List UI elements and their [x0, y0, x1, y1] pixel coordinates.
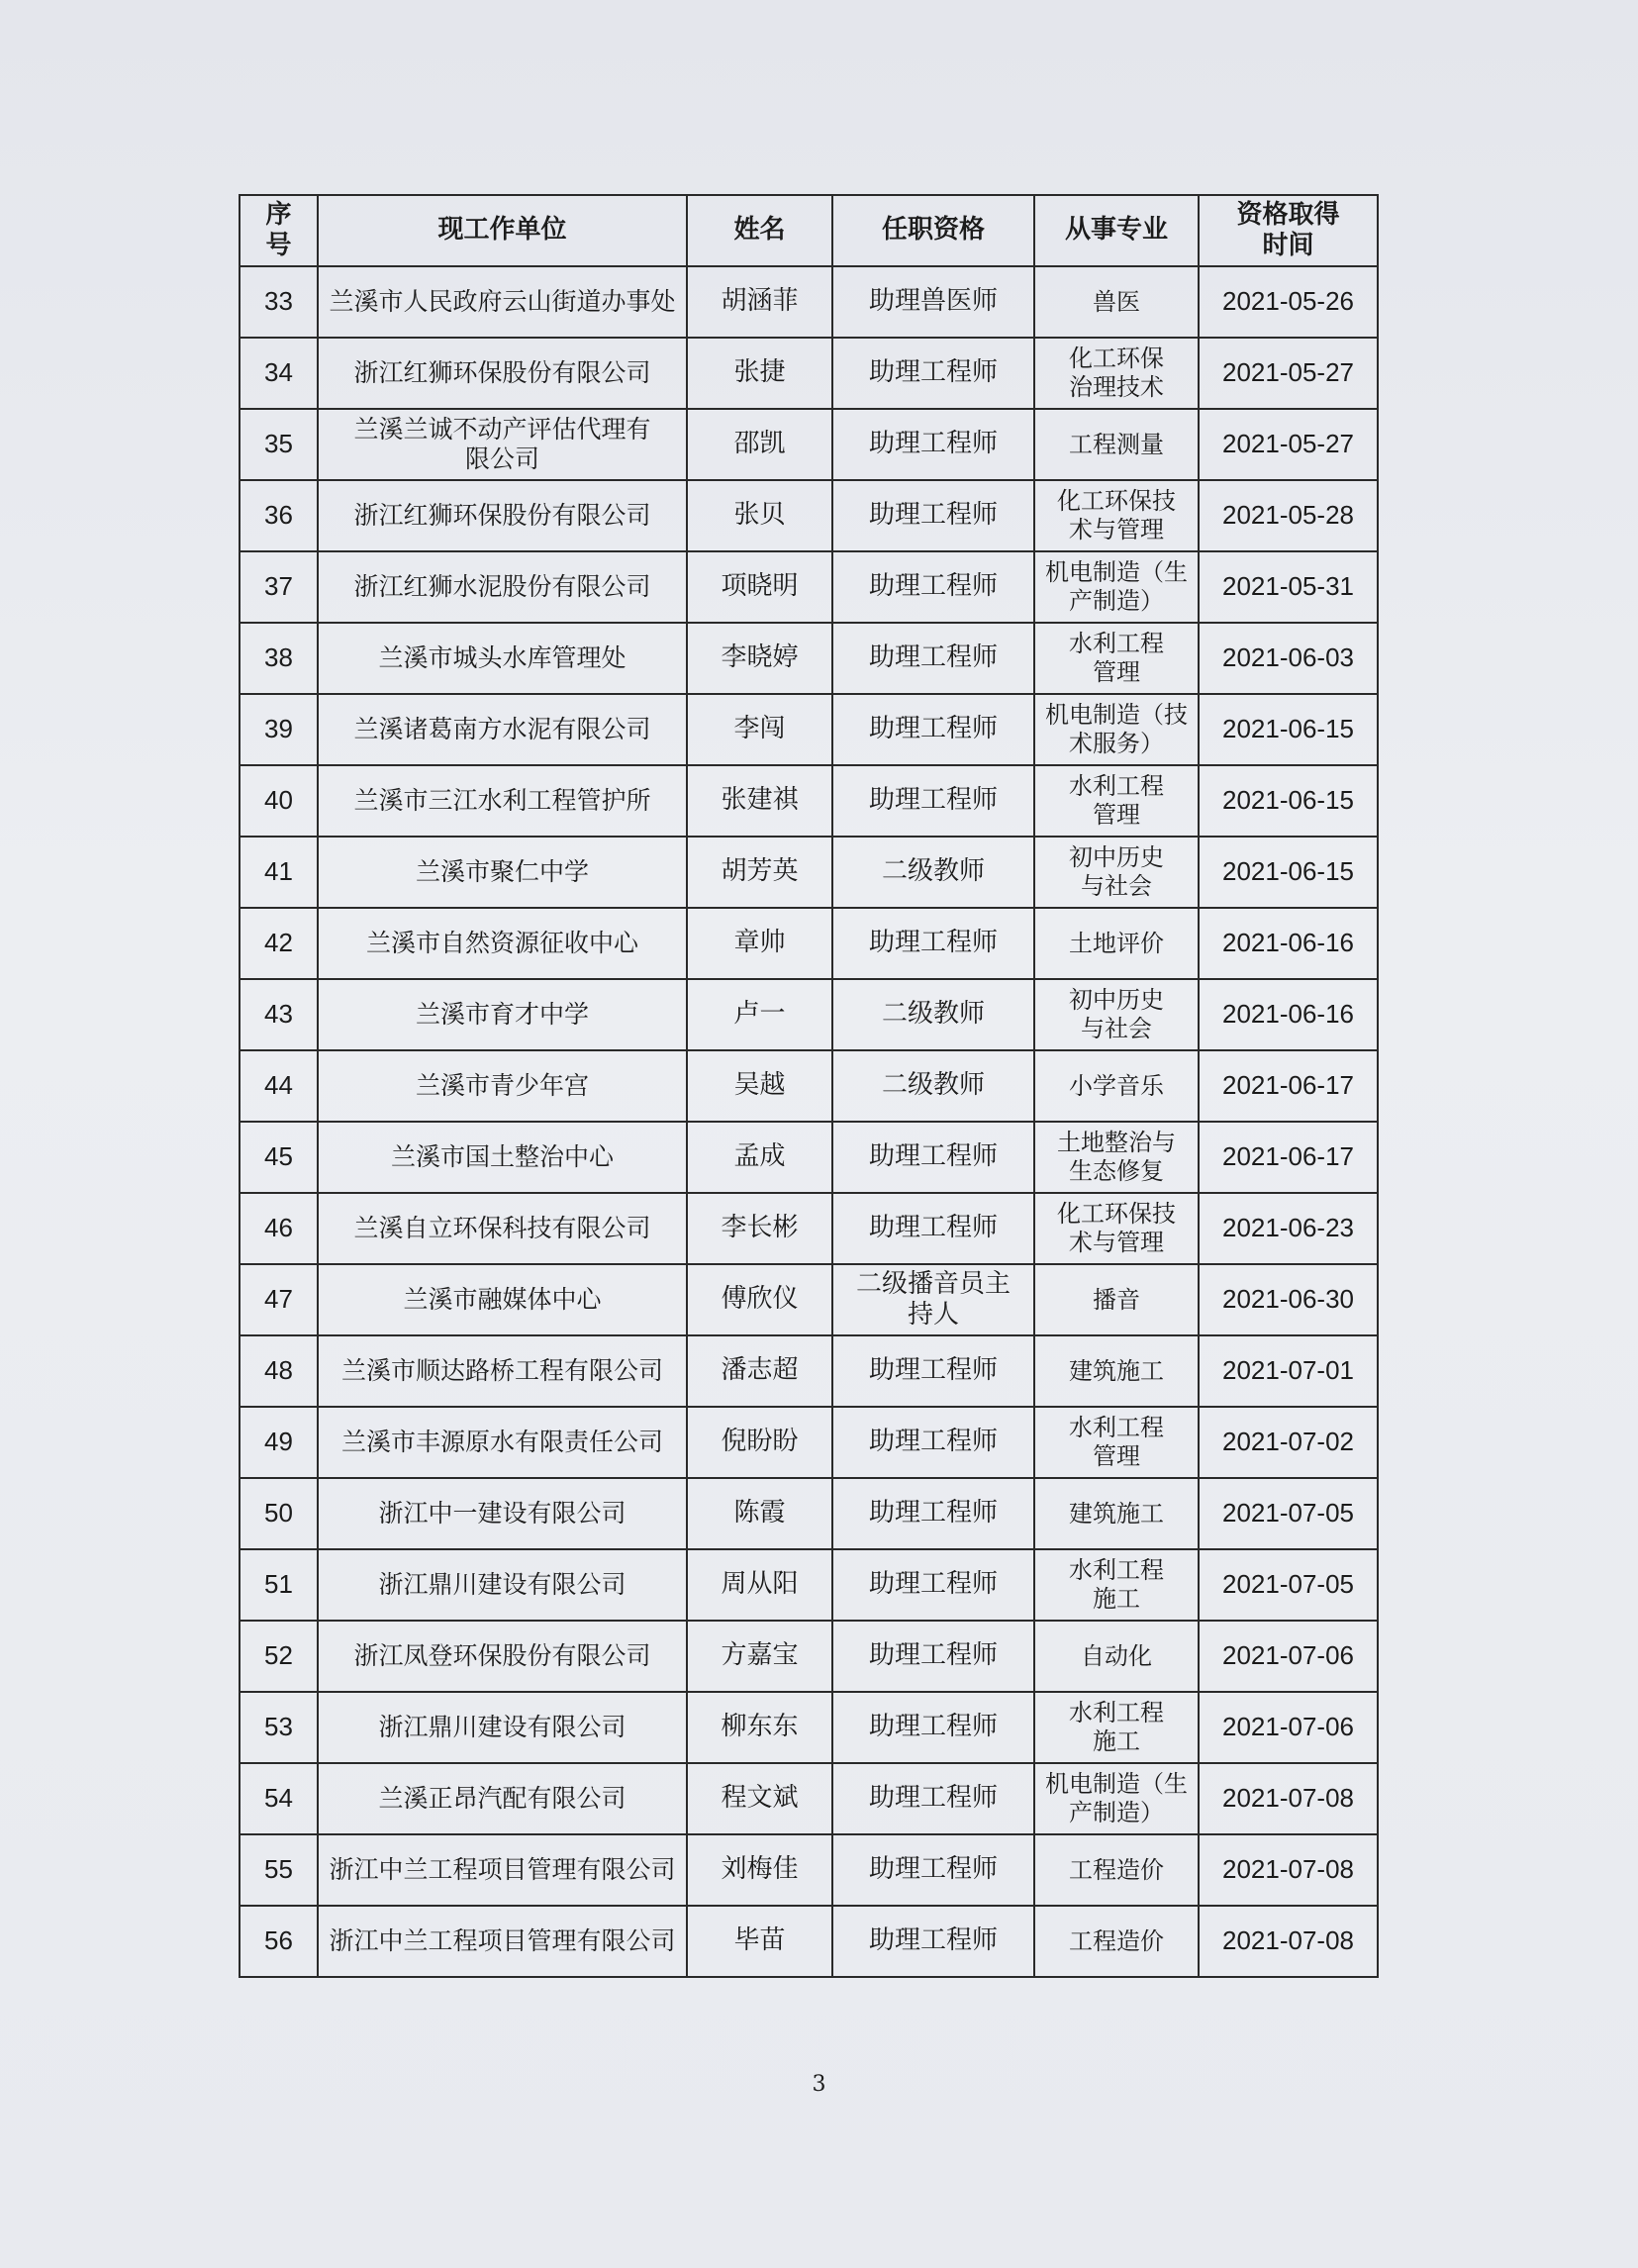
table-row: [240, 338, 1378, 409]
cell-date: 2021-07-08: [1199, 1763, 1378, 1834]
cell-person-name: 李晓婷: [687, 623, 832, 694]
cell-major: 水利工程 管理: [1034, 1407, 1199, 1478]
header-date: 资格取得 时间: [1199, 195, 1378, 266]
cell-date: 2021-05-27: [1199, 338, 1378, 409]
cell-date: 2021-06-16: [1199, 908, 1378, 979]
cell-date: 2021-06-03: [1199, 623, 1378, 694]
cell-date: 2021-07-02: [1199, 1407, 1378, 1478]
cell-major: 初中历史 与社会: [1034, 979, 1199, 1050]
cell-qualification: 二级教师: [832, 1050, 1034, 1122]
cell-work-unit: 浙江鼎川建设有限公司: [318, 1692, 687, 1763]
cell-major: 兽医: [1034, 266, 1199, 338]
cell-work-unit: 兰溪市丰源原水有限责任公司: [318, 1407, 687, 1478]
cell-major: 建筑施工: [1034, 1335, 1199, 1407]
cell-work-unit: 浙江红狮环保股份有限公司: [318, 338, 687, 409]
cell-number: 48: [240, 1335, 318, 1407]
table-row: [240, 266, 1378, 338]
table-row: [240, 1407, 1378, 1478]
cell-major: 土地整治与 生态修复: [1034, 1122, 1199, 1193]
cell-major: 机电制造（生 产制造）: [1034, 1763, 1199, 1834]
cell-major: 工程造价: [1034, 1834, 1199, 1906]
cell-work-unit: 兰溪诸葛南方水泥有限公司: [318, 694, 687, 765]
cell-date: 2021-06-15: [1199, 837, 1378, 908]
page-number: 3: [812, 2072, 826, 2097]
cell-work-unit: 浙江鼎川建设有限公司: [318, 1549, 687, 1621]
cell-work-unit: 兰溪市聚仁中学: [318, 837, 687, 908]
cell-work-unit: 兰溪市育才中学: [318, 979, 687, 1050]
cell-date: 2021-07-01: [1199, 1335, 1378, 1407]
cell-number: 39: [240, 694, 318, 765]
cell-person-name: 李闯: [687, 694, 832, 765]
table-row: [240, 1621, 1378, 1692]
cell-qualification: 助理工程师: [832, 1692, 1034, 1763]
table-row: [240, 837, 1378, 908]
table-row: [240, 623, 1378, 694]
table-row: [240, 551, 1378, 623]
cell-qualification: 二级播音员主 持人: [832, 1264, 1034, 1335]
table-row: [240, 1122, 1378, 1193]
cell-date: 2021-07-08: [1199, 1906, 1378, 1977]
cell-date: 2021-06-23: [1199, 1193, 1378, 1264]
table-row: [240, 1692, 1378, 1763]
cell-qualification: 助理工程师: [832, 765, 1034, 837]
cell-date: 2021-05-31: [1199, 551, 1378, 623]
cell-qualification: 助理工程师: [832, 1763, 1034, 1834]
cell-number: 47: [240, 1264, 318, 1335]
cell-qualification: 助理工程师: [832, 409, 1034, 480]
table-row: [240, 1906, 1378, 1977]
cell-date: 2021-07-05: [1199, 1478, 1378, 1549]
cell-person-name: 李长彬: [687, 1193, 832, 1264]
cell-person-name: 毕苗: [687, 1906, 832, 1977]
cell-number: 33: [240, 266, 318, 338]
cell-date: 2021-06-17: [1199, 1050, 1378, 1122]
cell-person-name: 吴越: [687, 1050, 832, 1122]
cell-person-name: 刘梅佳: [687, 1834, 832, 1906]
cell-number: 44: [240, 1050, 318, 1122]
cell-date: 2021-06-30: [1199, 1264, 1378, 1335]
cell-qualification: 助理工程师: [832, 1478, 1034, 1549]
cell-number: 34: [240, 338, 318, 409]
cell-qualification: 助理工程师: [832, 1549, 1034, 1621]
cell-person-name: 潘志超: [687, 1335, 832, 1407]
cell-major: 建筑施工: [1034, 1478, 1199, 1549]
cell-qualification: 助理工程师: [832, 623, 1034, 694]
cell-date: 2021-07-05: [1199, 1549, 1378, 1621]
cell-qualification: 助理工程师: [832, 1335, 1034, 1407]
cell-major: 化工环保技 术与管理: [1034, 480, 1199, 551]
cell-work-unit: 浙江红狮环保股份有限公司: [318, 480, 687, 551]
cell-work-unit: 兰溪自立环保科技有限公司: [318, 1193, 687, 1264]
table-row: [240, 480, 1378, 551]
table-row: [240, 979, 1378, 1050]
cell-date: 2021-05-28: [1199, 480, 1378, 551]
table-header: [240, 195, 1378, 266]
cell-qualification: 助理工程师: [832, 908, 1034, 979]
cell-major: 土地评价: [1034, 908, 1199, 979]
header-no: 序 号: [240, 195, 318, 266]
cell-number: 43: [240, 979, 318, 1050]
table-row: [240, 1050, 1378, 1122]
cell-work-unit: 浙江中一建设有限公司: [318, 1478, 687, 1549]
cell-qualification: 助理工程师: [832, 1621, 1034, 1692]
cell-major: 机电制造（技 术服务）: [1034, 694, 1199, 765]
cell-number: 35: [240, 409, 318, 480]
cell-major: 机电制造（生 产制造）: [1034, 551, 1199, 623]
table-row: [240, 1478, 1378, 1549]
header-qualification: 任职资格: [832, 195, 1034, 266]
table-row: [240, 409, 1378, 480]
cell-date: 2021-07-08: [1199, 1834, 1378, 1906]
header-unit: 现工作单位: [318, 195, 687, 266]
cell-qualification: 助理工程师: [832, 1834, 1034, 1906]
cell-number: 49: [240, 1407, 318, 1478]
cell-person-name: 倪盼盼: [687, 1407, 832, 1478]
cell-number: 46: [240, 1193, 318, 1264]
cell-date: 2021-06-15: [1199, 765, 1378, 837]
cell-person-name: 程文斌: [687, 1763, 832, 1834]
cell-number: 56: [240, 1906, 318, 1977]
cell-number: 52: [240, 1621, 318, 1692]
cell-qualification: 助理工程师: [832, 694, 1034, 765]
cell-date: 2021-05-26: [1199, 266, 1378, 338]
cell-qualification: 二级教师: [832, 979, 1034, 1050]
table-row: [240, 1335, 1378, 1407]
cell-date: 2021-07-06: [1199, 1621, 1378, 1692]
cell-number: 54: [240, 1763, 318, 1834]
cell-qualification: 二级教师: [832, 837, 1034, 908]
cell-work-unit: 兰溪市融媒体中心: [318, 1264, 687, 1335]
cell-number: 45: [240, 1122, 318, 1193]
table-row: [240, 1763, 1378, 1834]
table-body: [240, 266, 1378, 1977]
cell-work-unit: 浙江中兰工程项目管理有限公司: [318, 1906, 687, 1977]
cell-number: 50: [240, 1478, 318, 1549]
cell-work-unit: 兰溪市青少年宫: [318, 1050, 687, 1122]
cell-person-name: 胡芳英: [687, 837, 832, 908]
cell-work-unit: 浙江红狮水泥股份有限公司: [318, 551, 687, 623]
cell-work-unit: 兰溪市城头水库管理处: [318, 623, 687, 694]
cell-qualification: 助理工程师: [832, 1122, 1034, 1193]
cell-date: 2021-06-16: [1199, 979, 1378, 1050]
cell-major: 工程测量: [1034, 409, 1199, 480]
cell-person-name: 张捷: [687, 338, 832, 409]
table-row: [240, 1193, 1378, 1264]
cell-qualification: 助理工程师: [832, 338, 1034, 409]
table-row: [240, 1549, 1378, 1621]
cell-date: 2021-05-27: [1199, 409, 1378, 480]
cell-number: 55: [240, 1834, 318, 1906]
cell-major: 自动化: [1034, 1621, 1199, 1692]
cell-major: 水利工程 管理: [1034, 623, 1199, 694]
cell-person-name: 周从阳: [687, 1549, 832, 1621]
cell-major: 化工环保 治理技术: [1034, 338, 1199, 409]
cell-major: 小学音乐: [1034, 1050, 1199, 1122]
cell-qualification: 助理工程师: [832, 480, 1034, 551]
cell-qualification: 助理工程师: [832, 1193, 1034, 1264]
cell-work-unit: 兰溪市人民政府云山街道办事处: [318, 266, 687, 338]
cell-person-name: 卢一: [687, 979, 832, 1050]
cell-work-unit: 兰溪市国土整治中心: [318, 1122, 687, 1193]
cell-work-unit: 兰溪市三江水利工程管护所: [318, 765, 687, 837]
cell-work-unit: 浙江中兰工程项目管理有限公司: [318, 1834, 687, 1906]
cell-person-name: 张贝: [687, 480, 832, 551]
table-row: [240, 1834, 1378, 1906]
cell-major: 水利工程 施工: [1034, 1692, 1199, 1763]
cell-major: 水利工程 管理: [1034, 765, 1199, 837]
cell-work-unit: 兰溪市顺达路桥工程有限公司: [318, 1335, 687, 1407]
cell-number: 41: [240, 837, 318, 908]
header-row: [240, 195, 1378, 266]
cell-person-name: 张建祺: [687, 765, 832, 837]
cell-number: 37: [240, 551, 318, 623]
cell-person-name: 孟成: [687, 1122, 832, 1193]
cell-major: 化工环保技 术与管理: [1034, 1193, 1199, 1264]
cell-date: 2021-07-06: [1199, 1692, 1378, 1763]
cell-person-name: 章帅: [687, 908, 832, 979]
cell-work-unit: 兰溪兰诚不动产评估代理有 限公司: [318, 409, 687, 480]
cell-major: 水利工程 施工: [1034, 1549, 1199, 1621]
cell-work-unit: 兰溪正昂汽配有限公司: [318, 1763, 687, 1834]
header-name: 姓名: [687, 195, 832, 266]
cell-number: 51: [240, 1549, 318, 1621]
cell-work-unit: 兰溪市自然资源征收中心: [318, 908, 687, 979]
cell-number: 42: [240, 908, 318, 979]
cell-qualification: 助理工程师: [832, 1407, 1034, 1478]
cell-person-name: 陈霞: [687, 1478, 832, 1549]
cell-work-unit: 浙江凤登环保股份有限公司: [318, 1621, 687, 1692]
table-row: [240, 1264, 1378, 1335]
cell-qualification: 助理兽医师: [832, 266, 1034, 338]
cell-person-name: 项晓明: [687, 551, 832, 623]
cell-person-name: 柳东东: [687, 1692, 832, 1763]
header-major: 从事专业: [1034, 195, 1199, 266]
cell-qualification: 助理工程师: [832, 1906, 1034, 1977]
cell-number: 38: [240, 623, 318, 694]
cell-qualification: 助理工程师: [832, 551, 1034, 623]
cell-number: 36: [240, 480, 318, 551]
cell-number: 53: [240, 1692, 318, 1763]
qualification-roster-table: [239, 194, 1379, 1978]
table-row: [240, 908, 1378, 979]
cell-number: 40: [240, 765, 318, 837]
cell-person-name: 胡涵菲: [687, 266, 832, 338]
cell-date: 2021-06-17: [1199, 1122, 1378, 1193]
table-row: [240, 765, 1378, 837]
cell-major: 初中历史 与社会: [1034, 837, 1199, 908]
cell-person-name: 傅欣仪: [687, 1264, 832, 1335]
cell-person-name: 方嘉宝: [687, 1621, 832, 1692]
table-row: [240, 694, 1378, 765]
cell-major: 播音: [1034, 1264, 1199, 1335]
cell-major: 工程造价: [1034, 1906, 1199, 1977]
cell-person-name: 邵凯: [687, 409, 832, 480]
cell-date: 2021-06-15: [1199, 694, 1378, 765]
